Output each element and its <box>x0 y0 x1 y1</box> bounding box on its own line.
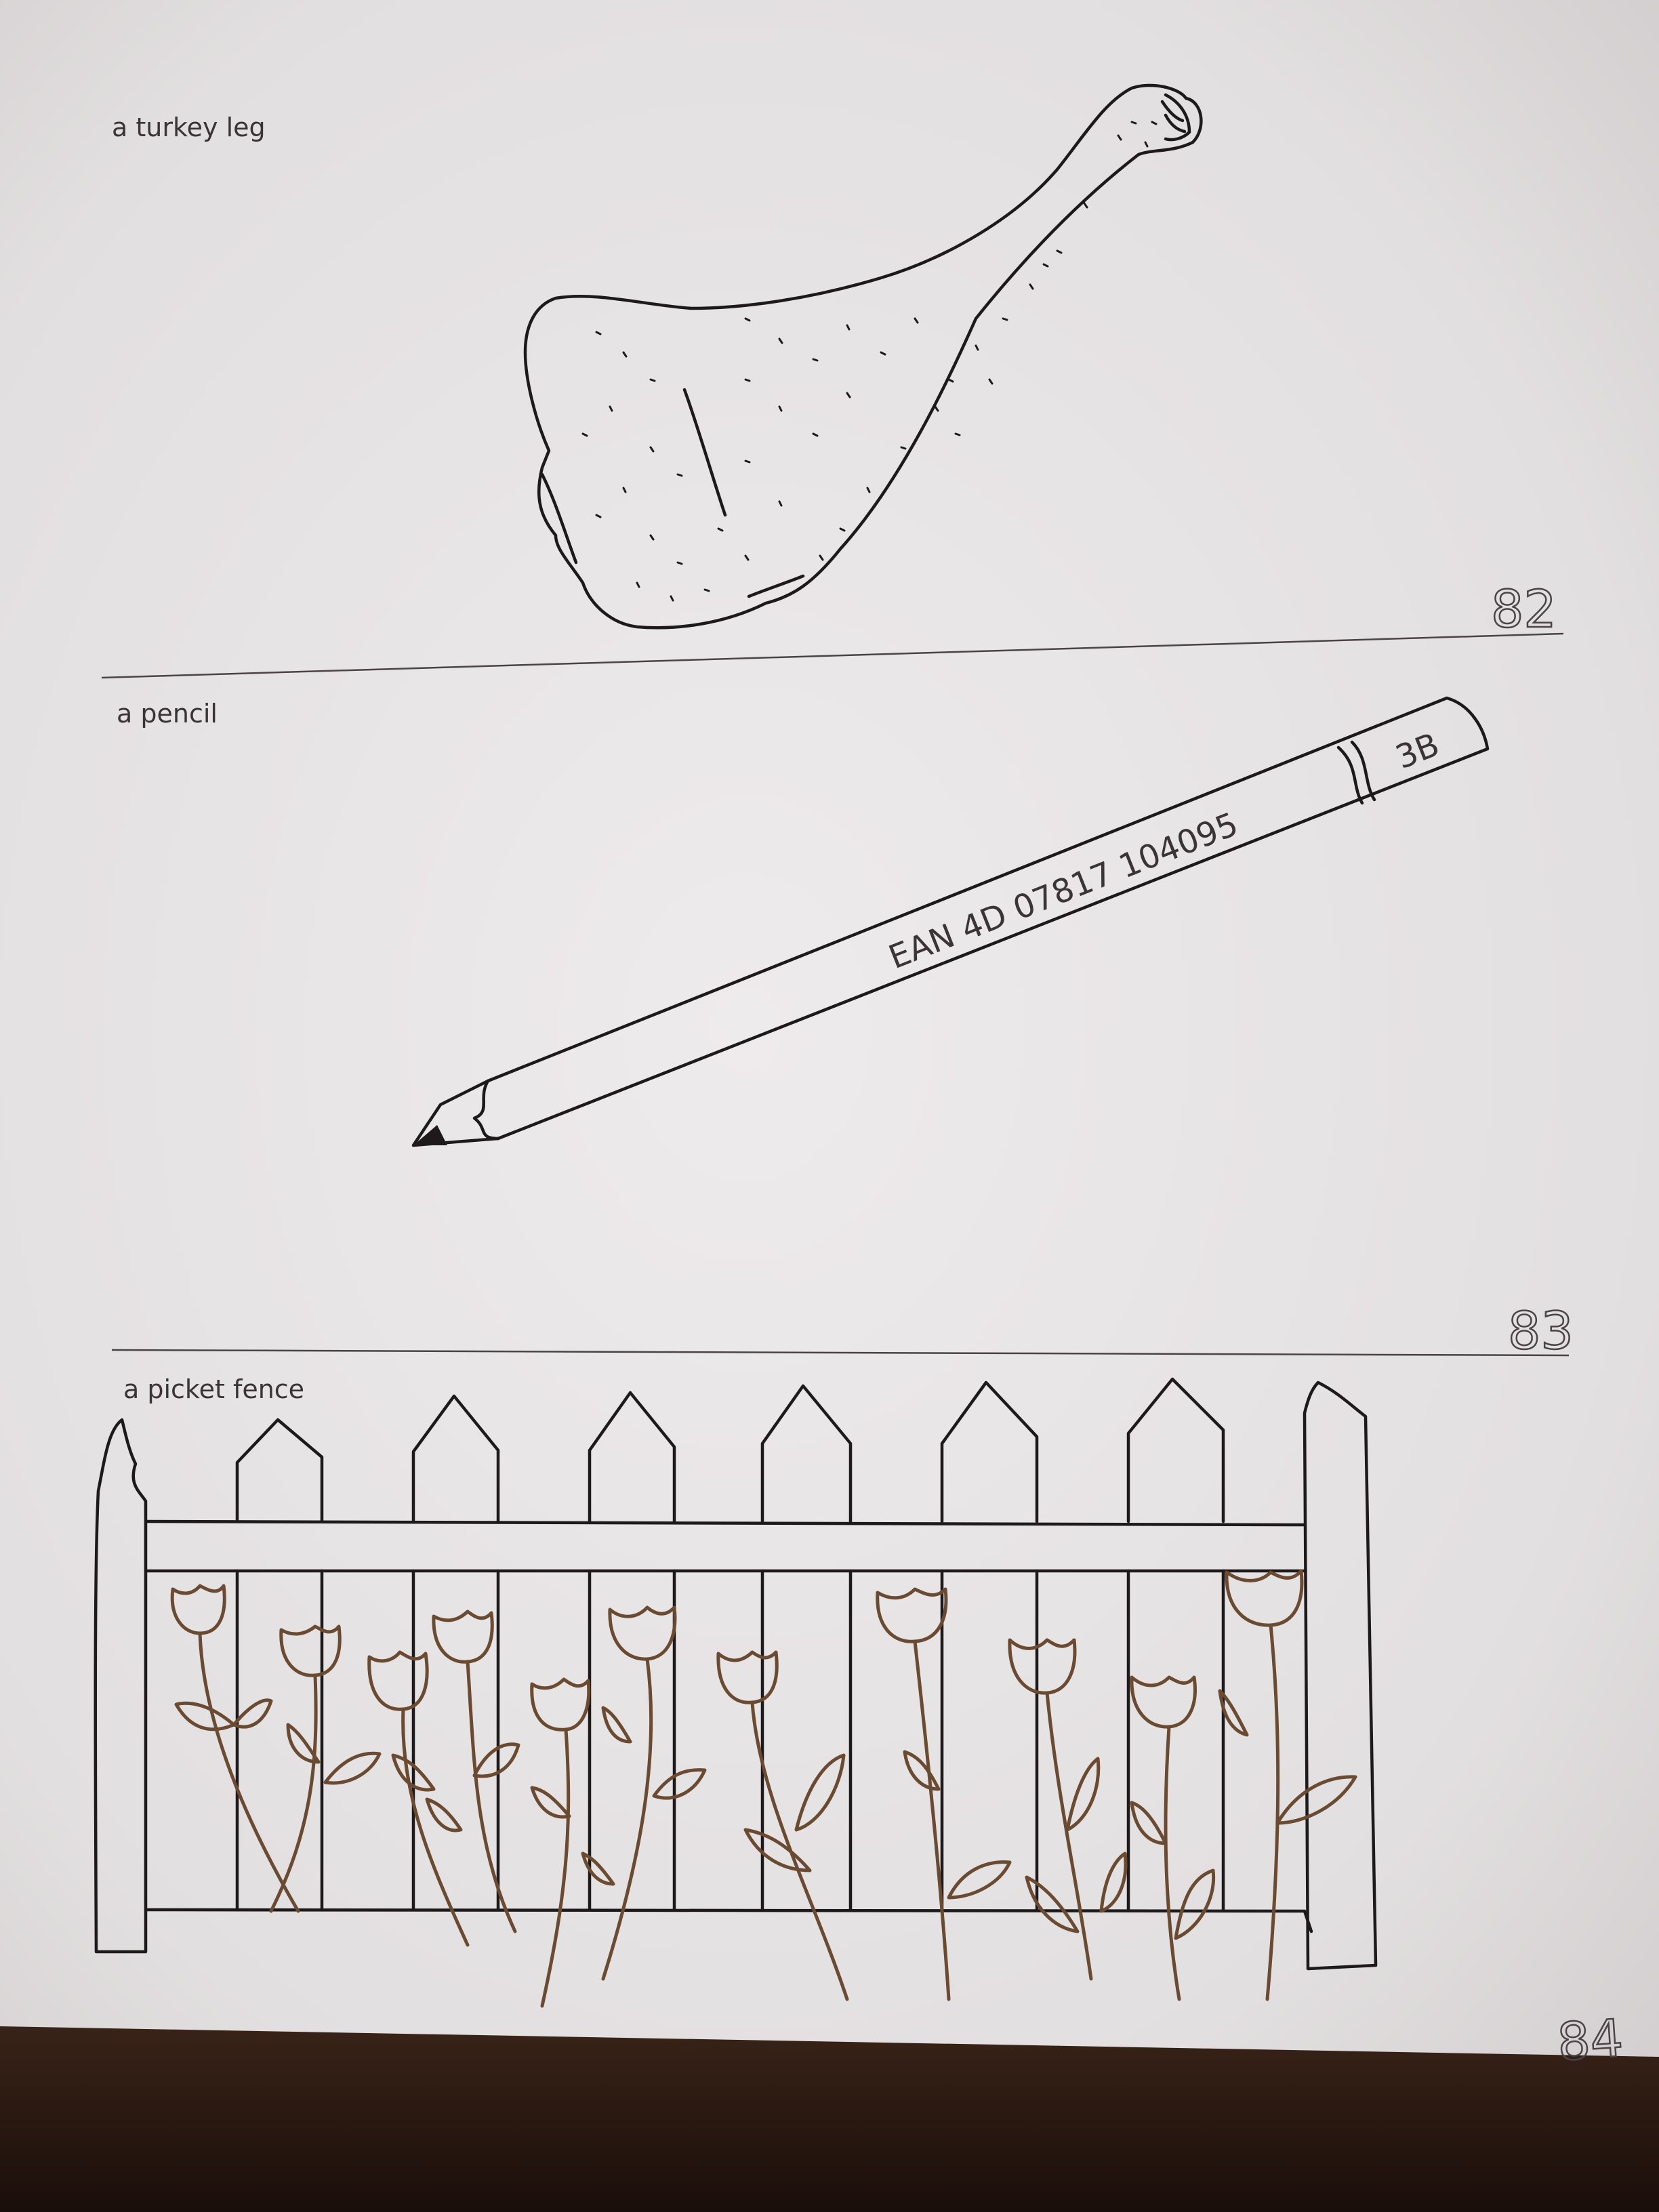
page-number-83: 83 <box>1508 1300 1574 1361</box>
caption-picket-fence: a picket fence <box>123 1374 305 1404</box>
page-number-84: 84 <box>1555 2007 1625 2072</box>
caption-pencil: a pencil <box>117 699 218 729</box>
pencil-barcode-text: EAN 4D 07817 104095 <box>883 805 1244 977</box>
caption-turkey-leg: a turkey leg <box>112 112 266 142</box>
page-number-82: 82 <box>1491 579 1557 639</box>
pencil-grade: 3B <box>1390 725 1445 777</box>
